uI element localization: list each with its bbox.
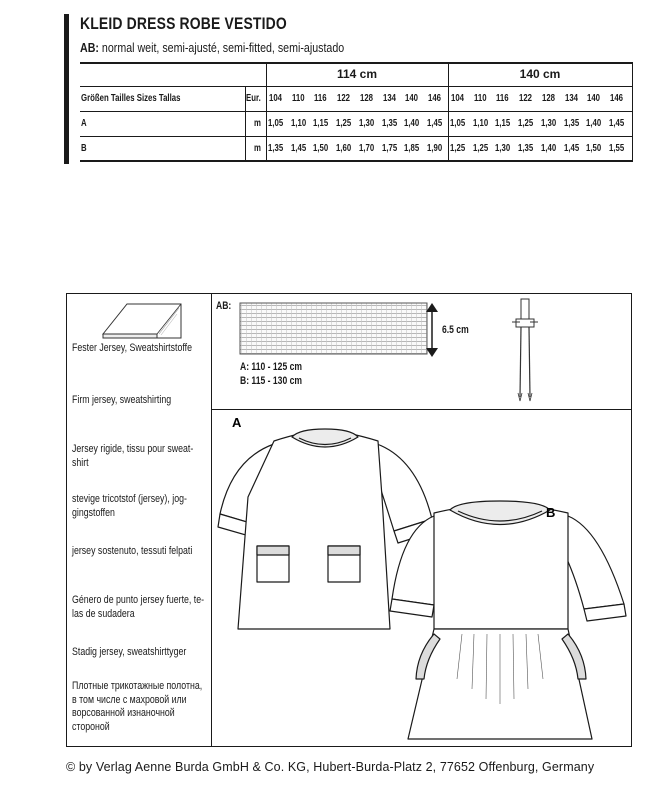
size-header: 146 bbox=[427, 93, 441, 104]
twin-needle-icon bbox=[510, 297, 540, 405]
view-b-label: B bbox=[546, 505, 556, 520]
yardage-value: 1,35 bbox=[563, 118, 579, 129]
fabric-suggestion: stevige tricotstof (jersey), jog-gingstoffen bbox=[72, 493, 187, 519]
size-header: 110 bbox=[291, 93, 305, 104]
fabric-bolt-icon bbox=[97, 298, 187, 348]
yardage-value: 1,35 bbox=[518, 143, 534, 154]
yardage-value: 1,45 bbox=[290, 143, 306, 154]
unit-header: Eur. bbox=[246, 93, 261, 104]
yardage-value: 1,90 bbox=[426, 143, 443, 154]
rib-band-area bbox=[212, 294, 631, 410]
yardage-value: 1,50 bbox=[586, 143, 602, 154]
unit-label: m bbox=[254, 143, 261, 154]
page-title: KLEID DRESS ROBE VESTIDO bbox=[80, 14, 287, 33]
fabric-column bbox=[67, 294, 212, 746]
view-label: A bbox=[81, 118, 87, 129]
size-label: Größen Tailles Sizes Tallas bbox=[81, 93, 181, 104]
fabric-suggestion: Género de punto jersey fuerte, te-las de sudadera bbox=[72, 594, 205, 620]
yardage-value: 1,30 bbox=[540, 118, 556, 129]
rib-length-a: A: 110 - 125 cm bbox=[240, 361, 303, 373]
yardage-value: 1,25 bbox=[450, 143, 466, 154]
yardage-value: 1,85 bbox=[404, 143, 420, 154]
size-header: 104 bbox=[451, 93, 465, 104]
view-a-label: A bbox=[232, 415, 242, 430]
fabric-suggestion: jersey sostenuto, tessuti felpati bbox=[72, 545, 193, 557]
rib-length-b: B: 115 - 130 cm bbox=[240, 375, 303, 387]
yardage-value: 1,40 bbox=[586, 118, 602, 129]
rib-label: AB: bbox=[216, 300, 232, 312]
yardage-value: 1,05 bbox=[268, 118, 284, 129]
size-header: 134 bbox=[382, 93, 396, 104]
yardage-value: 1,60 bbox=[336, 143, 352, 154]
fabric-suggestion: Firm jersey, sweatshirting bbox=[72, 394, 172, 406]
yardage-value: 1,75 bbox=[381, 143, 397, 154]
fit-prefix: AB: bbox=[80, 40, 99, 55]
garment-views bbox=[212, 409, 631, 746]
yardage-value: 1,25 bbox=[472, 143, 488, 154]
header-bar bbox=[64, 14, 69, 164]
yardage-table bbox=[80, 62, 633, 162]
yardage-value: 1,15 bbox=[313, 118, 329, 129]
yardage-value: 1,10 bbox=[290, 118, 306, 129]
yardage-value: 1,50 bbox=[313, 143, 329, 154]
size-header: 140 bbox=[587, 93, 601, 104]
yardage-value: 1,15 bbox=[495, 118, 511, 129]
fabric-suggestion: Плотные трикотажные полотна, в том числе с махровой или ворсованной изнаночной стороной bbox=[72, 680, 203, 733]
height-arrow-icon bbox=[424, 302, 440, 358]
yardage-value: 1,25 bbox=[518, 118, 534, 129]
yardage-value: 1,45 bbox=[563, 143, 579, 154]
size-header: 134 bbox=[564, 93, 578, 104]
rib-height: 6.5 cm bbox=[442, 324, 469, 336]
yardage-value: 1,70 bbox=[358, 143, 374, 154]
yardage-value: 1,55 bbox=[608, 143, 625, 154]
size-header: 116 bbox=[496, 93, 509, 104]
width-header-140: 140 cm bbox=[519, 67, 561, 81]
copyright-notice: © by Verlag Aenne Burda GmbH & Co. KG, Hubert-Burda-Platz 2, 77652 Offenburg, Germany bbox=[66, 760, 595, 774]
fabric-suggestion: Stadig jersey, sweatshirttyger bbox=[72, 646, 187, 658]
size-header: 116 bbox=[314, 93, 327, 104]
size-header: 140 bbox=[405, 93, 419, 104]
size-header: 128 bbox=[359, 93, 373, 104]
yardage-value: 1,40 bbox=[540, 143, 556, 154]
size-header: 110 bbox=[473, 93, 487, 104]
fabric-suggestion: Fester Jersey, Sweatshirtstoffe bbox=[72, 342, 192, 354]
size-header: 146 bbox=[609, 93, 623, 104]
yardage-value: 1,10 bbox=[472, 118, 488, 129]
view-label: B bbox=[81, 143, 87, 154]
fabric-suggestion: Jersey rigide, tissu pour sweat-shirt bbox=[72, 443, 194, 469]
yardage-value: 1,30 bbox=[495, 143, 511, 154]
size-header: 122 bbox=[337, 93, 351, 104]
size-header: 104 bbox=[269, 93, 283, 104]
yardage-value: 1,45 bbox=[426, 118, 443, 129]
yardage-value: 1,25 bbox=[336, 118, 352, 129]
yardage-value: 1,35 bbox=[268, 143, 284, 154]
fit-text: normal weit, semi-ajusté, semi-fitted, semi-ajustado bbox=[98, 40, 345, 55]
unit-label: m bbox=[254, 118, 261, 129]
yardage-value: 1,30 bbox=[358, 118, 374, 129]
size-header: 122 bbox=[519, 93, 533, 104]
yardage-value: 1,45 bbox=[608, 118, 625, 129]
yardage-value: 1,40 bbox=[404, 118, 420, 129]
width-header-114: 114 cm bbox=[336, 67, 378, 81]
yardage-value: 1,35 bbox=[381, 118, 397, 129]
fit-description bbox=[80, 40, 344, 55]
size-header: 128 bbox=[541, 93, 555, 104]
yardage-value: 1,05 bbox=[450, 118, 466, 129]
rib-fabric-swatch bbox=[239, 302, 429, 356]
fabric-and-views-box bbox=[66, 293, 632, 747]
view-b-drawing bbox=[390, 501, 626, 739]
